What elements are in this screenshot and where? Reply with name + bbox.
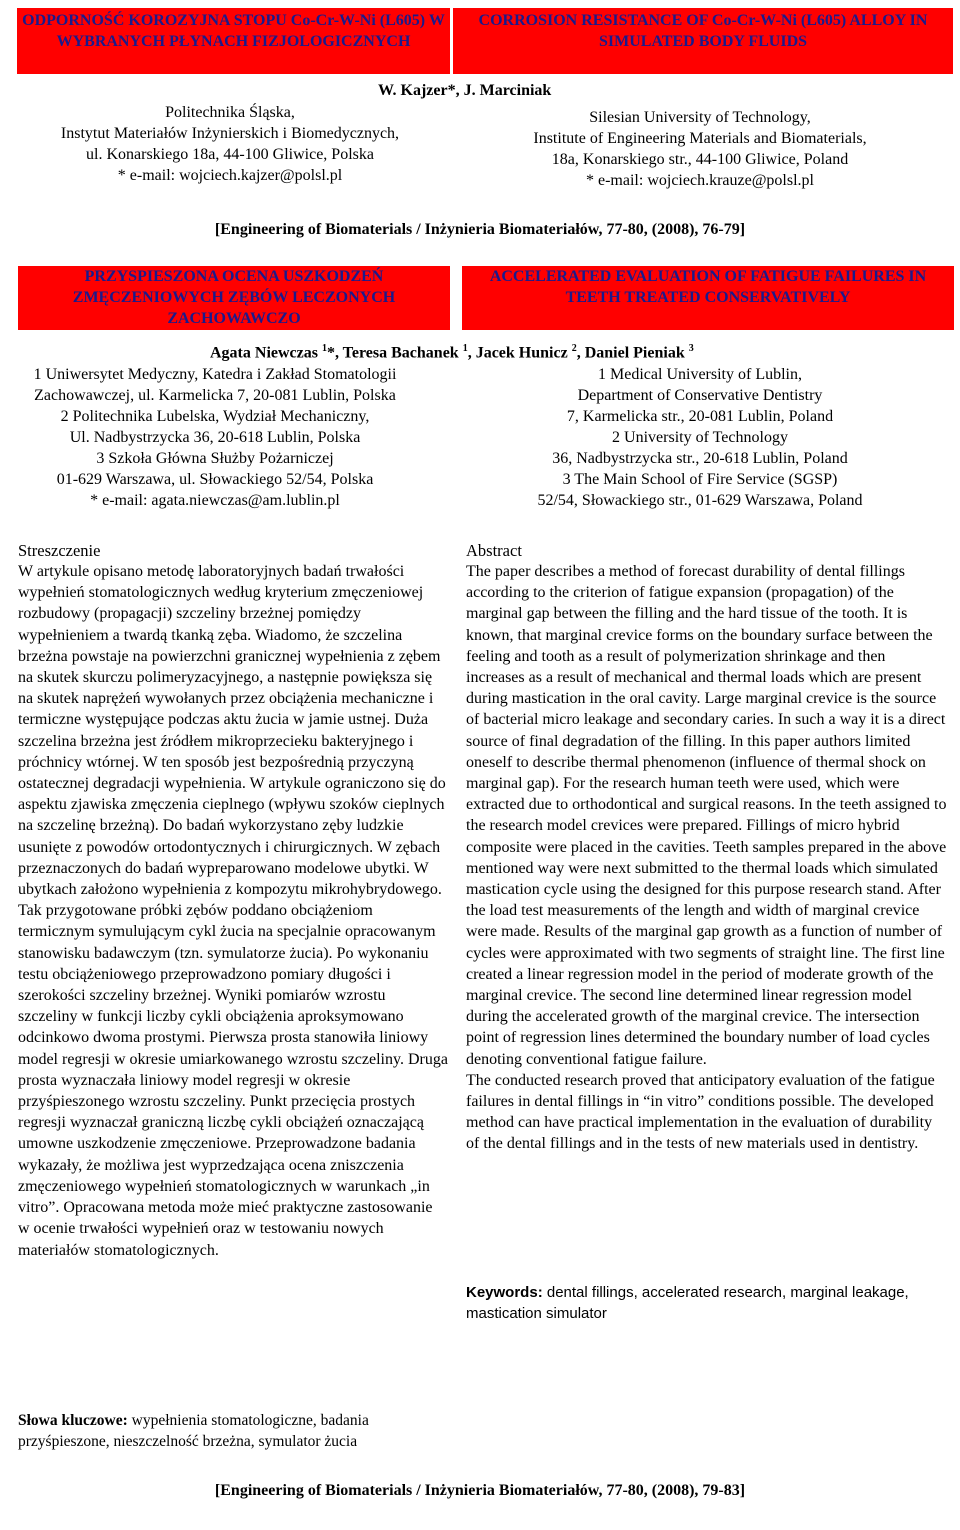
paper1-title-pl: ODPORNOŚĆ KOROZYJNA STOPU Co-Cr-W-Ni (L605) W WYBRANYCH PŁYNACH FIZJOLOGICZNYCH xyxy=(17,8,450,74)
slowa-kluczowe xyxy=(18,1410,448,1452)
paper1-affiliation-en: Silesian University of Technology, Institute of Engineering Materials and Biomaterials, 18a, Konarskiego str., 44-100 Gliwice, Poland * e-mail: wojciech.krauze@polsl.pl xyxy=(533,109,867,189)
slowa-kluczowe-text: wypełnienia stomatologiczne, badania przyśpieszone, nieszczelność brzeżna, symulator żucia xyxy=(18,1412,369,1450)
streszczenie-text: W artykule opisano metodę laboratoryjnych badań trwałości wypełnień stomatologicznych według kryterium zmęczeniowej rozbudowy (propagacji) szczeliny brzeżnej pomiędzy wypełnieniem a twardą tkanką zęba. Wiadomo, że szczelina brzeżna powstaje na powierzchni granicznej wypełnienia z zębem na skutek skurczu polimeryzacyjnego, a następnie powiększa się na skutek naprężeń wywołanych przez obciążenia mechaniczne i termiczne występujące podczas aktu żucia w jamie ustnej. Duża szczelina brzeżna jest źródłem mikroprzecieku bakteryjnego i próchnicy wtórnej. W ten sposób jest bezpośrednią przyczyną ostatecznej degradacji wypełnienia. W artykule ograniczono się do aspektu zjawiska zmęczenia cieplnego (wpływu szoków cieplnych na szczelinę brzeżną). Do badań wykorzystano zęby ludzkie usunięte z powodów ortodontycznych i chirurgicznych. W zębach przeznaczonych do badań wypreparowano modelowe ubytki. W ubytkach założono wypełnienia z kompozytu mikrohybrydowego. Tak przygotowane próbki zębów poddano obciążeniom termicznym symulującym cykl żucia na specjalnie opracowanym stanowisku badawczym (tzn. symulatorze żucia). Po wykonaniu testu obciążeniowego przeprowadzono pomiary długości i szerokości szczeliny brzeżnej. Wyniki pomiarów wzrostu szczeliny w funkcji liczby cykli obciążenia aproksymowano odcinkowo dwoma prostymi. Pierwsza prosta stanowiła liniowy model regresji w okresie umiarkowanego wzrostu szczeliny. Druga prosta wyznaczała liniowy model regresji w okresie przyśpieszonego wzrostu szczeliny. Punkt przecięcia prostych regresji wyznaczał graniczną liczbę cykli obciążeń oznaczającą umowne uszkodzenie zmęczeniowe. Przeprowadzone badania wykazały, że możliwa jest wyprzedzająca ocena zniszczenia zmęczeniowego wypełnień stomatologicznych w warunkach „in vitro”. Opracowana metoda może mieć praktyczne zastosowanie w ocenie trwałości wypełnień oraz w testowaniu nowych materiałów stomatologicznych. xyxy=(18,563,448,1259)
abstract-paragraph-1: The paper describes a method of forecast durability of dental fillings according to the criterion of fatigue expansion (propagation) of the marginal gap between the filling and the hard tissue of the tooth. It is known, that marginal crevice forms on the boundary surface between the feeling and tooth as a result of polymerization shrinkage and then increases as a result of mechanical and thermal loads which are present during mastication in the oral cavity. Large marginal crevice is the source of bacterial micro leakage and secondary caries. In such a way it is a direct source of final degradation of the filling. In this paper authors limited oneself to describe thermal phenomenon (influence of thermal shock on marginal gap). For the research human teeth were used, which were extracted due to orthodontical and surgical reasons. In the teeth assigned to the research model crevices were prepared. Fillings of micro hybrid composite were placed in the cavities. Teeth samples prepared in the above mentioned way were next submitted to the thermal loads which simulated mastication cycle using the designed for this purpose research stand. After the load test measurements of the length and width of marginal crevice were made. Results of the marginal gap growth as a function of number of cycles were approximated with two segments of straight line. The first line created a linear regression model in the period of moderate growth of the marginal crevice. The second line determined linear regression model during the accelerated growth of the marginal crevice. The intersection point of regression lines determined the boundary number of load cycles denoting conventional fatigue failure. xyxy=(466,563,947,1068)
keywords-text: dental fillings, accelerated research, marginal leakage, mastication simulator xyxy=(466,1284,909,1322)
paper1-citation: [Engineering of Biomaterials / Inżynieria Biomateriałów, 77-80, (2008), 76-79] xyxy=(214,221,746,238)
keywords xyxy=(466,1282,936,1324)
paper2-title-en: ACCELERATED EVALUATION OF FATIGUE FAILURES IN TEETH TREATED CONSERVATIVELY xyxy=(462,266,954,330)
abstract-column xyxy=(466,540,948,1155)
paper2-affiliation-en: 1 Medical University of Lublin, Department of Conservative Dentistry 7, Karmelicka str., 20-081 Lublin, Poland 2 University of Technology 36, Nadbystrzycka str., 20-618 Lublin, Poland 3 The Main School of Fire Service (SGSP) 52/54, Słowackiego str., 01-629 Warszawa, Poland xyxy=(537,366,863,509)
slowa-kluczowe-label: Słowa kluczowe: xyxy=(18,1412,128,1429)
paper2-affiliation-pl: 1 Uniwersytet Medyczny, Katedra i Zakład Stomatologii Zachowawczej, ul. Karmelicka 7, 20-081 Lublin, Polska 2 Politechnika Lubelska, Wydział Mechaniczny, Ul. Nadbystrzycka 36, 20-618 Lublin, Polska 3 Szkoła Główna Służby Pożarniczej 01-629 Warszawa, ul. Słowackiego 52/54, Polska * e-mail: agata.niewczas@am.lublin.pl xyxy=(33,366,397,509)
streszczenie-column xyxy=(18,540,448,1261)
abstract-heading: Abstract xyxy=(466,541,522,560)
paper1-title-en: CORROSION RESISTANCE OF Co-Cr-W-Ni (L605) ALLOY IN SIMULATED BODY FLUIDS xyxy=(453,8,953,74)
keywords-label: Keywords: xyxy=(466,1284,543,1301)
paper1-authors: W. Kajzer*, J. Marciniak xyxy=(378,82,552,99)
paper2-citation: [Engineering of Biomaterials / Inżynieria Biomateriałów, 77-80, (2008), 79-83] xyxy=(214,1482,746,1499)
abstract-paragraph-2: The conducted research proved that anticipatory evaluation of the fatigue failures in dental fillings in “in vitro” conditions possible. The developed method can have practical implementation in the evaluation of durability of the dental fillings and in the tests of new materials used in dentistry. xyxy=(466,1071,935,1153)
paper2-authors: Agata Niewczas $^1$*, Teresa Bachanek $^1$, Jacek Hunicz $^2$, Daniel Pieniak $^3$ xyxy=(210,343,694,362)
paper1-affiliation-pl: Politechnika Śląska, Instytut Materiałów Inżynierskich i Biomedycznych, ul. Konarskiego 18a, 44-100 Gliwice, Polska * e-mail: wojciech.kajzer@polsl.pl xyxy=(60,104,400,184)
paper2-title-pl: PRZYSPIESZONA OCENA USZKODZEŃ ZMĘCZENIOWYCH ZĘBÓW LECZONYCH ZACHOWAWCZO xyxy=(18,266,450,330)
streszczenie-heading: Streszczenie xyxy=(18,541,101,560)
